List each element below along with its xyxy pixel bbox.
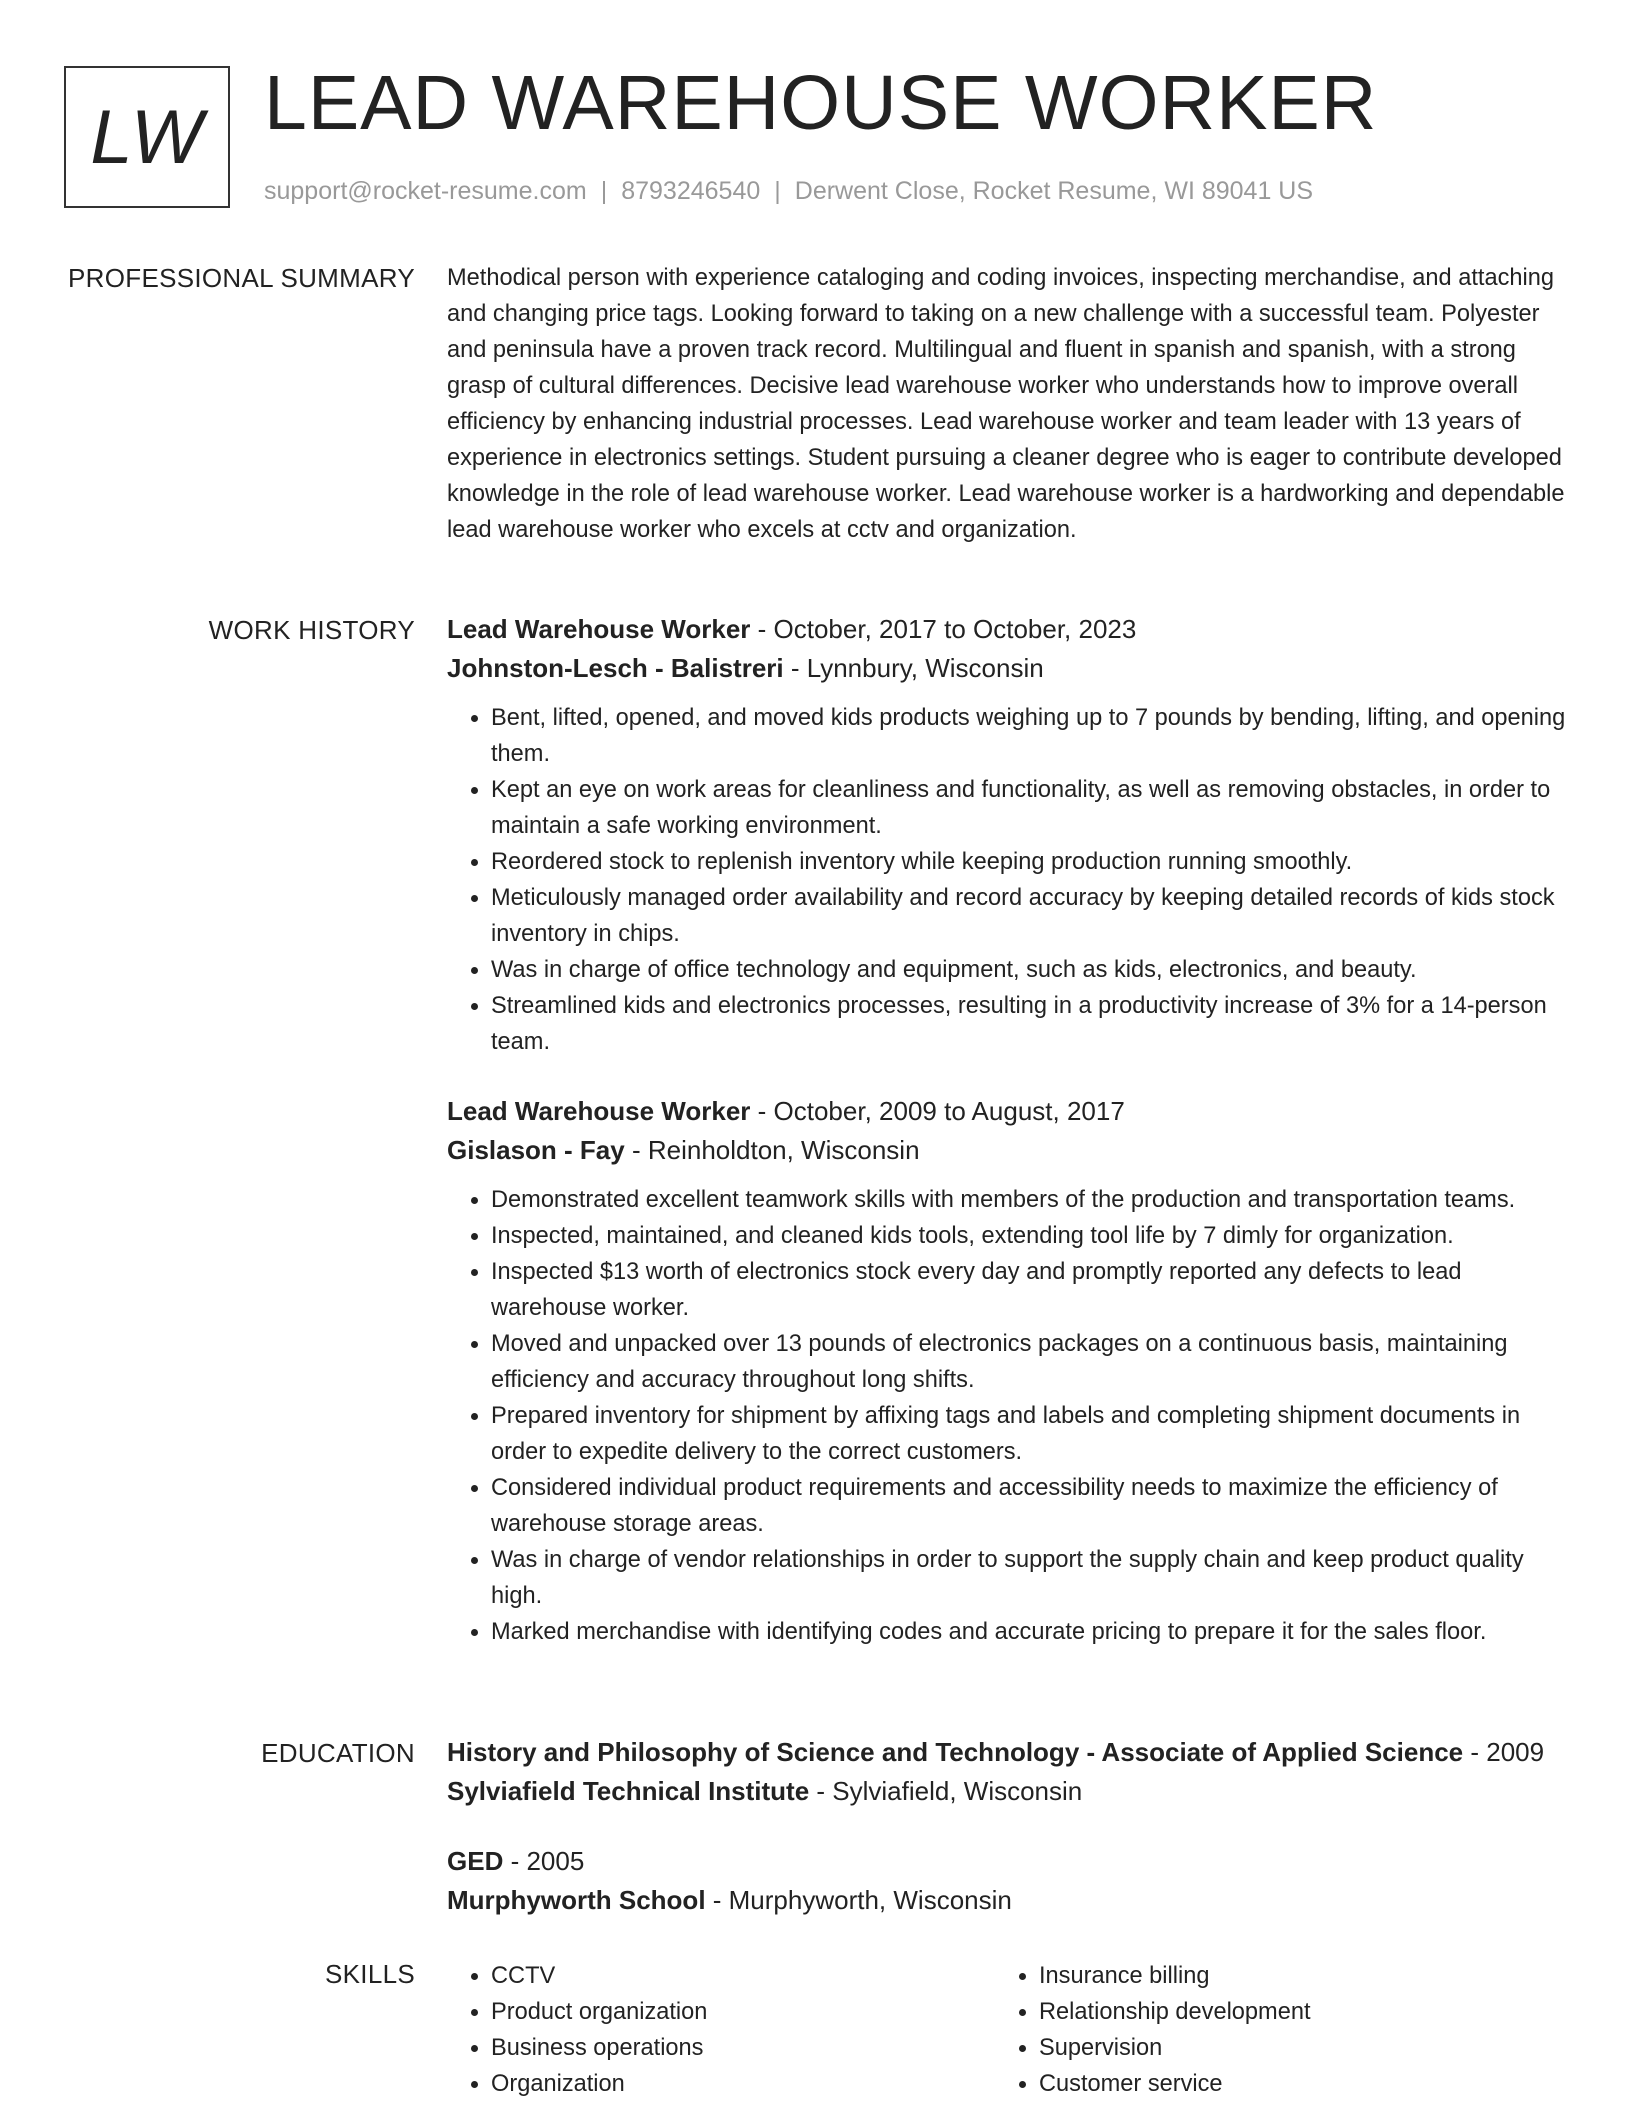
summary-text: Methodical person with experience cataloging and coding invoices, inspecting merchandise, and attaching and changing price tags. Looking forward to taking on a new challenge with a successful team. Polyester and peninsula have a proven track record. Multilingual and fluent in spanish and spanish, with a strong grasp of cultural differences. Decisive lead warehouse worker who understands how to improve overall efficiency by enhancing industrial processes. Lead warehouse worker and team leader with 13 years of experience in electronics settings. Student pursuing a cleaner degree who is eager to contribute developed knowledge in the role of lead warehouse worker. Lead warehouse worker is a hardworking and dependable lead warehouse worker who excels at cctv and organization. bbox=[447, 265, 1565, 543]
bullet-item: • Considered individual product requirements and accessibility needs to maximize the efficiency of warehouse storage areas. bbox=[491, 1470, 1567, 1542]
monogram-logo: LW bbox=[64, 66, 230, 208]
bullet-item: • Was in charge of vendor relationships in order to support the supply chain and keep product quality high. bbox=[491, 1542, 1567, 1614]
section-label: EDUCATION bbox=[261, 1738, 415, 1768]
bullet-item: • Streamlined kids and electronics processes, resulting in a productivity increase of 3% for a 14-person team. bbox=[491, 988, 1567, 1060]
job-bullets bbox=[447, 1182, 1567, 1650]
section-label: SKILLS bbox=[325, 1959, 415, 1989]
employer-line bbox=[447, 649, 1567, 688]
employer-name: Gislason - Fay bbox=[447, 1135, 625, 1165]
skills-list-right bbox=[995, 1958, 1543, 2102]
bullet-item: • Prepared inventory for shipment by affixing tags and labels and completing shipment documents in order to expedite delivery to the correct customers. bbox=[491, 1398, 1567, 1470]
contact-separator: | bbox=[774, 177, 781, 205]
job-dates: - October, 2009 to August, 2017 bbox=[750, 1096, 1125, 1126]
section-body bbox=[447, 610, 1567, 1650]
education-entry bbox=[447, 1842, 1567, 1920]
bullet-item: • Meticulously managed order availability and record accuracy by keeping detailed records of kids stock inventory in chips. bbox=[491, 880, 1567, 952]
section-label: PROFESSIONAL SUMMARY bbox=[68, 263, 415, 293]
contact-separator: | bbox=[600, 177, 608, 205]
bullet-item: • Marked merchandise with identifying codes and accurate pricing to prepare it for the sales floor. bbox=[491, 1614, 1567, 1650]
skill-item: • CCTV bbox=[491, 1958, 995, 1994]
contact-phone: 8793246540 bbox=[621, 177, 761, 205]
bullet-item: • Inspected $13 worth of electronics stock every day and promptly reported any defects to lead warehouse worker. bbox=[491, 1254, 1567, 1326]
contact-email: support@rocket-resume.com bbox=[264, 177, 587, 205]
employer-line bbox=[447, 1131, 1567, 1170]
school-name: Murphyworth School bbox=[447, 1885, 706, 1915]
employer-name: Johnston-Lesch - Balistreri bbox=[447, 653, 784, 683]
job-dates: - October, 2017 to October, 2023 bbox=[750, 614, 1137, 644]
degree-line bbox=[447, 1733, 1567, 1772]
job-title-line bbox=[447, 1092, 1567, 1131]
bullet-item: • Inspected, maintained, and cleaned kids tools, extending tool life by 7 dimly for organization. bbox=[491, 1218, 1567, 1254]
section-body bbox=[447, 1733, 1567, 1920]
bullet-item: • Reordered stock to replenish inventory while keeping production running smoothly. bbox=[491, 844, 1567, 880]
skill-item: • Supervision bbox=[1039, 2030, 1543, 2066]
employer-location: - Reinholdton, Wisconsin bbox=[624, 1135, 920, 1165]
bullet-item: • Was in charge of office technology and equipment, such as kids, electronics, and beauty. bbox=[491, 952, 1567, 988]
school-name: Sylviafield Technical Institute bbox=[447, 1776, 810, 1806]
degree-year: - 2005 bbox=[503, 1846, 585, 1876]
job-title: Lead Warehouse Worker bbox=[447, 1096, 751, 1126]
education-entry bbox=[447, 1733, 1567, 1811]
job-entry bbox=[447, 610, 1567, 1060]
skill-item: • Insurance billing bbox=[1039, 1958, 1543, 1994]
degree-name: History and Philosophy of Science and Technology - Associate of Applied Science bbox=[447, 1737, 1464, 1767]
skill-item: • Organization bbox=[491, 2066, 995, 2102]
skill-item: • Product organization bbox=[491, 1994, 995, 2030]
bullet-item: • Kept an eye on work areas for cleanliness and functionality, as well as removing obstacles, in order to maintain a safe working environment. bbox=[491, 772, 1567, 844]
school-location: - Sylviafield, Wisconsin bbox=[809, 1776, 1083, 1806]
bullet-item: • Moved and unpacked over 13 pounds of electronics packages on a continuous basis, maintaining efficiency and accuracy throughout long shifts. bbox=[491, 1326, 1567, 1398]
skill-item: • Business operations bbox=[491, 2030, 995, 2066]
section-body bbox=[447, 260, 1567, 548]
bullet-item: • Bent, lifted, opened, and moved kids products weighing up to 7 pounds by bending, lifting, and opening them. bbox=[491, 700, 1567, 772]
school-location: - Murphyworth, Wisconsin bbox=[705, 1885, 1012, 1915]
contact-line bbox=[264, 176, 1313, 206]
degree-year: - 2009 bbox=[1463, 1737, 1545, 1767]
skills-columns bbox=[447, 1958, 1567, 2102]
skill-item: • Relationship development bbox=[1039, 1994, 1543, 2030]
skills-list-left bbox=[447, 1958, 995, 2102]
bullet-item: • Demonstrated excellent teamwork skills with members of the production and transportation teams. bbox=[491, 1182, 1567, 1218]
section-label: WORK HISTORY bbox=[208, 615, 415, 645]
section-body bbox=[447, 1958, 1567, 2102]
resume-title: LEAD WAREHOUSE WORKER bbox=[264, 60, 1378, 146]
school-line bbox=[447, 1881, 1567, 1920]
job-title-line bbox=[447, 610, 1567, 649]
job-entry bbox=[447, 1092, 1567, 1650]
employer-location: - Lynnbury, Wisconsin bbox=[783, 653, 1044, 683]
degree-line bbox=[447, 1842, 1567, 1881]
school-line bbox=[447, 1772, 1567, 1811]
skill-item: • Customer service bbox=[1039, 2066, 1543, 2102]
job-title: Lead Warehouse Worker bbox=[447, 614, 751, 644]
contact-address: Derwent Close, Rocket Resume, WI 89041 US bbox=[794, 177, 1314, 205]
job-bullets bbox=[447, 700, 1567, 1060]
degree-name: GED bbox=[447, 1846, 504, 1876]
